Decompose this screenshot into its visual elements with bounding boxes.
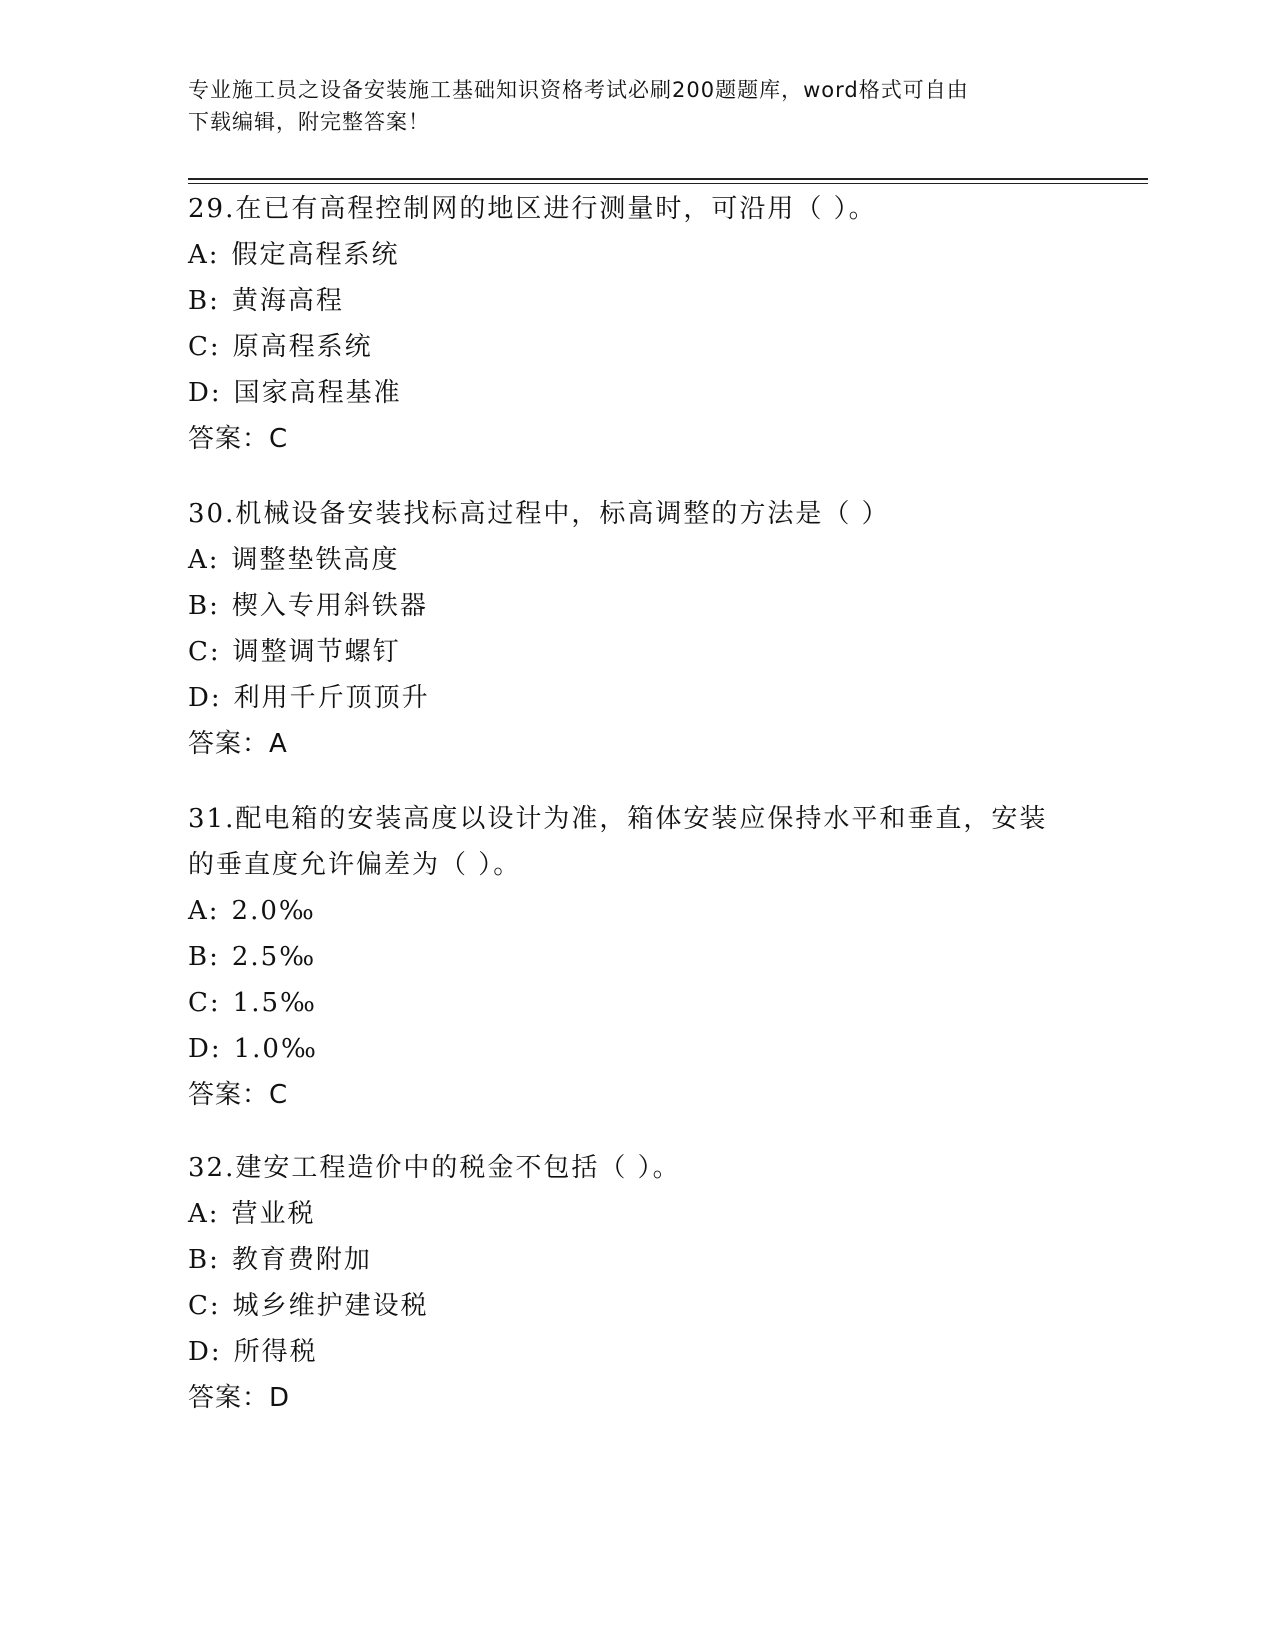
option-letter: A: (188, 240, 220, 270)
option-text: 城乡维护建设税 (232, 1291, 429, 1321)
option-letter: A: (188, 896, 220, 926)
option-b (188, 934, 1088, 980)
option-text: 国家高程基准 (233, 378, 402, 408)
option-text: 黄海高程 (231, 286, 344, 316)
option-a (188, 232, 1088, 278)
option-letter: B: (188, 591, 220, 621)
answer-value: C (269, 424, 289, 454)
option-letter: D: (188, 683, 222, 713)
option-a (188, 888, 1088, 934)
option-letter: A: (188, 545, 220, 575)
option-c (188, 629, 1088, 675)
option-letter: B: (188, 942, 220, 972)
option-text: 利用千斤顶顶升 (233, 683, 430, 713)
option-b (188, 278, 1088, 324)
answer-value: C (269, 1080, 289, 1110)
question-30 (188, 491, 1088, 767)
option-letter: B: (188, 1245, 220, 1275)
question-stem: 32.建安工程造价中的税金不包括（ ）。 (188, 1153, 681, 1183)
option-c (188, 1283, 1088, 1329)
option-text: 教育费附加 (231, 1245, 372, 1275)
option-text: 原高程系统 (232, 332, 373, 362)
option-letter: B: (188, 286, 220, 316)
option-c (188, 324, 1088, 370)
question-stem: 31.配电箱的安装高度以设计为准，箱体安装应保持水平和垂直，安装的垂直度允许偏差为（ ）。 (188, 804, 1048, 880)
answer-value: D (269, 1383, 291, 1413)
option-letter: D: (188, 378, 222, 408)
header-divider-thin (188, 183, 1148, 184)
answer-line (188, 721, 1088, 767)
answer-label: 答案： (188, 1080, 270, 1110)
option-text: 2.0‰ (231, 896, 316, 926)
option-letter: C: (188, 1291, 221, 1321)
answer-label: 答案： (188, 729, 270, 759)
option-b (188, 583, 1088, 629)
option-text: 营业税 (231, 1199, 316, 1229)
option-text: 假定高程系统 (231, 240, 400, 270)
option-text: 1.0‰ (233, 1034, 318, 1064)
answer-label: 答案： (188, 1383, 270, 1413)
question-32 (188, 1145, 1088, 1421)
option-b (188, 1237, 1088, 1283)
option-d (188, 1329, 1088, 1375)
answer-line (188, 416, 1088, 462)
header-line-2: 下载编辑，附完整答案！ (188, 110, 430, 134)
option-letter: C: (188, 988, 221, 1018)
header-line-1: 专业施工员之设备安装施工基础知识资格考试必刷200题题库，word格式可自由 (188, 78, 969, 102)
answer-label: 答案： (188, 424, 270, 454)
header-divider-thick (188, 178, 1148, 180)
option-a (188, 537, 1088, 583)
option-letter: D: (188, 1034, 222, 1064)
option-text: 所得税 (233, 1337, 318, 1367)
question-29 (188, 186, 1088, 462)
option-letter: D: (188, 1337, 222, 1367)
answer-line (188, 1375, 1088, 1421)
option-text: 2.5‰ (231, 942, 317, 972)
option-c (188, 980, 1088, 1026)
question-31 (188, 796, 1088, 1118)
option-letter: C: (188, 332, 221, 362)
option-d (188, 370, 1088, 416)
option-d (188, 675, 1088, 721)
option-text: 楔入专用斜铁器 (231, 591, 428, 621)
option-a (188, 1191, 1088, 1237)
document-header (188, 74, 1088, 138)
option-letter: A: (188, 1199, 220, 1229)
answer-value: A (269, 729, 288, 759)
option-text: 1.5‰ (232, 988, 317, 1018)
question-stem: 30.机械设备安装找标高过程中，标高调整的方法是（ ） (188, 499, 890, 529)
option-text: 调整调节螺钉 (232, 637, 401, 667)
option-text: 调整垫铁高度 (231, 545, 400, 575)
question-stem: 29.在已有高程控制网的地区进行测量时，可沿用（ ）。 (188, 194, 877, 224)
answer-line (188, 1072, 1088, 1118)
option-d (188, 1026, 1088, 1072)
option-letter: C: (188, 637, 221, 667)
